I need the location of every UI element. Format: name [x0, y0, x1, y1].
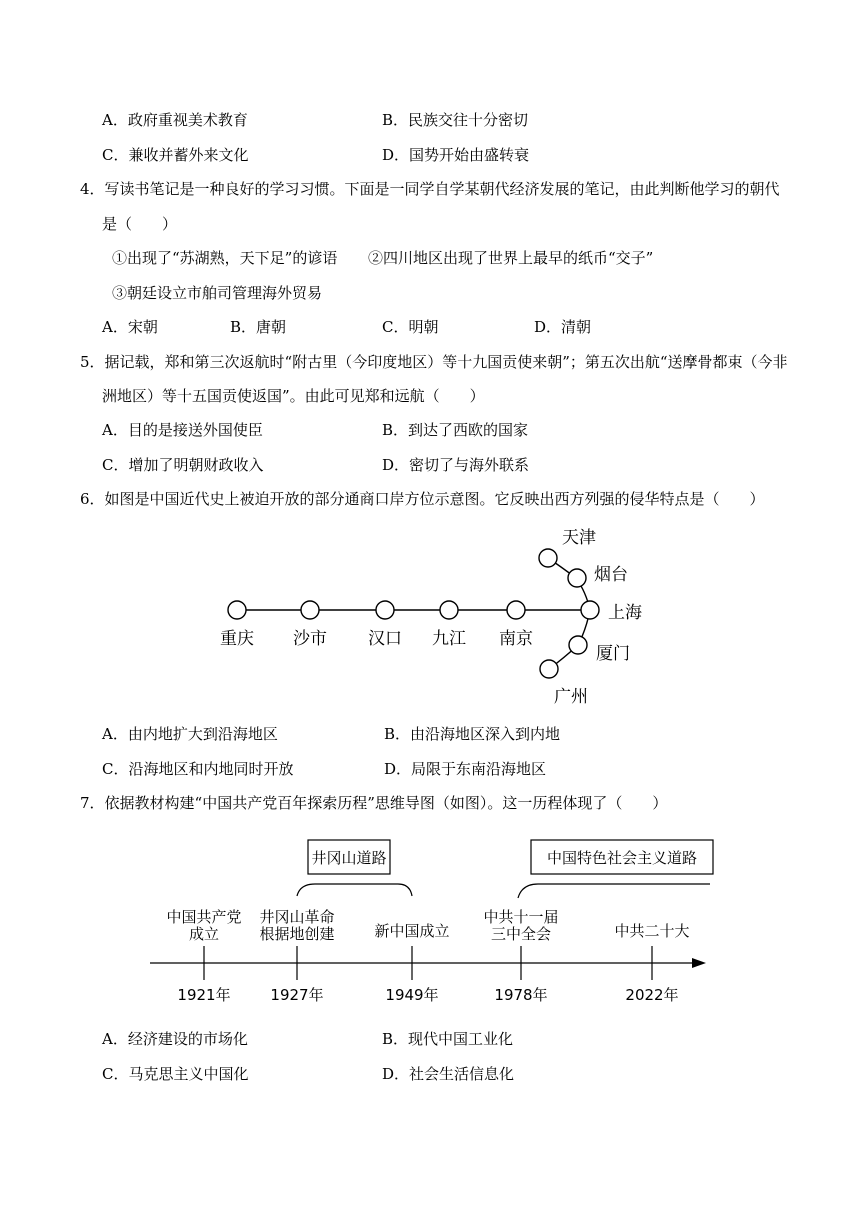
port-yantai-node: [568, 569, 586, 587]
q6-option-b: B．由沿海地区深入到内地: [384, 725, 561, 743]
q7-stem: 7．依据教材构建“中国共产党百年探索历程”思维导图（如图）。这一历程体现了（ ）: [80, 794, 668, 812]
q4-note-2: ②四川地区出现了世界上最早的纸币“交子”: [368, 249, 654, 267]
q5-stem-line2: 洲地区）等十五国贡使返国”。由此可见郑和远航（ ）: [102, 387, 485, 405]
port-guangzhou-label: 广州: [554, 687, 588, 707]
port-jiujiang-label: 九江: [432, 629, 466, 649]
port-xiamen-node: [569, 636, 587, 654]
q7-option-b: B．现代中国工业化: [382, 1030, 514, 1048]
q4-option-a: A．宋朝: [102, 318, 158, 336]
timeline-box-jinggangshan-label: 井冈山道路: [311, 849, 387, 867]
port-shashi-node: [301, 601, 319, 619]
timeline-year-1978: 1978年: [494, 986, 548, 1004]
port-shashi-label: 沙市: [293, 629, 327, 649]
timeline-event-1978-line2: 三中全会: [490, 925, 552, 943]
port-nanjing-node: [507, 601, 525, 619]
timeline-year-2022: 2022年: [625, 986, 679, 1004]
timeline-year-1921: 1921年: [177, 986, 231, 1004]
timeline-box-socialism-label: 中国特色社会主义道路: [546, 849, 698, 867]
q4-option-d: D．清朝: [534, 318, 592, 336]
timeline-event-1921-line2: 成立: [188, 925, 220, 943]
q4-note-3: ③朝廷设立市舶司管理海外贸易: [112, 284, 323, 302]
port-tianjin-label: 天津: [562, 528, 596, 548]
timeline-arrow-icon: [692, 958, 706, 968]
port-chongqing-node: [228, 601, 246, 619]
port-shanghai-label: 上海: [608, 603, 642, 623]
timeline-year-1927: 1927年: [270, 986, 324, 1004]
timeline-year-1949: 1949年: [385, 986, 439, 1004]
port-hankou-node: [376, 601, 394, 619]
q6-option-d: D．局限于东南沿海地区: [384, 760, 547, 778]
port-yantai-label: 烟台: [594, 565, 628, 585]
port-guangzhou-node: [540, 660, 558, 678]
q3-option-a: A．政府重视美术教育: [102, 111, 248, 129]
port-chongqing-label: 重庆: [220, 629, 254, 649]
port-nanjing-label: 南京: [499, 629, 533, 649]
q4-option-c: C．明朝: [382, 318, 439, 336]
timeline-event-1949-line1: 新中国成立: [374, 922, 450, 940]
timeline-event-1927-line2: 根据地创建: [259, 925, 335, 943]
q5-option-d: D．密切了与海外联系: [382, 456, 530, 474]
q6-option-c: C．沿海地区和内地同时开放: [102, 760, 294, 778]
port-xiamen-label: 厦门: [596, 644, 630, 664]
timeline-event-2022-line1: 中共二十大: [614, 922, 690, 940]
cpc-timeline-diagram: [140, 830, 720, 1010]
q4-option-b: B．唐朝: [230, 318, 287, 336]
q4-note-1: ①出现了“苏湖熟，天下足”的谚语: [112, 249, 338, 267]
q7-option-d: D．社会生活信息化: [382, 1065, 515, 1083]
timeline-brace-1: [297, 884, 412, 896]
q5-stem-line1: 5．据记载，郑和第三次返航时“附古里（今印度地区）等十九国贡使来朝”；第五次出航“送摩骨都束（今非: [80, 353, 788, 371]
port-tianjin-node: [539, 549, 557, 567]
q4-stem-line1: 4．写读书笔记是一种良好的学习习惯。下面是一同学自学某朝代经济发展的笔记，由此判断他学习的朝代: [80, 180, 780, 198]
timeline-event-1978-line1: 中共十一届: [483, 908, 559, 926]
timeline-event-1921-line1: 中国共产党: [166, 908, 242, 926]
timeline-event-1927-line1: 井冈山革命: [259, 908, 335, 926]
q6-stem: 6．如图是中国近代史上被迫开放的部分通商口岸方位示意图。它反映出西方列强的侵华特点是（ ）: [80, 490, 765, 508]
q3-option-d: D．国势开始由盛转衰: [382, 146, 530, 164]
q7-option-a: A．经济建设的市场化: [102, 1030, 248, 1048]
port-jiujiang-node: [440, 601, 458, 619]
port-shanghai-node: [581, 601, 599, 619]
port-hankou-label: 汉口: [368, 629, 402, 649]
q5-option-a: A．目的是接送外国使臣: [102, 421, 263, 439]
q7-option-c: C．马克思主义中国化: [102, 1065, 249, 1083]
treaty-ports-diagram: [200, 518, 660, 708]
q3-option-c: C．兼收并蓄外来文化: [102, 146, 249, 164]
q6-option-a: A．由内地扩大到沿海地区: [102, 725, 278, 743]
timeline-brace-2: [518, 884, 710, 898]
q5-option-b: B．到达了西欧的国家: [382, 421, 529, 439]
q3-option-b: B．民族交往十分密切: [382, 111, 529, 129]
q5-option-c: C．增加了明朝财政收入: [102, 456, 264, 474]
q4-stem-line2: 是（ ）: [102, 215, 178, 233]
